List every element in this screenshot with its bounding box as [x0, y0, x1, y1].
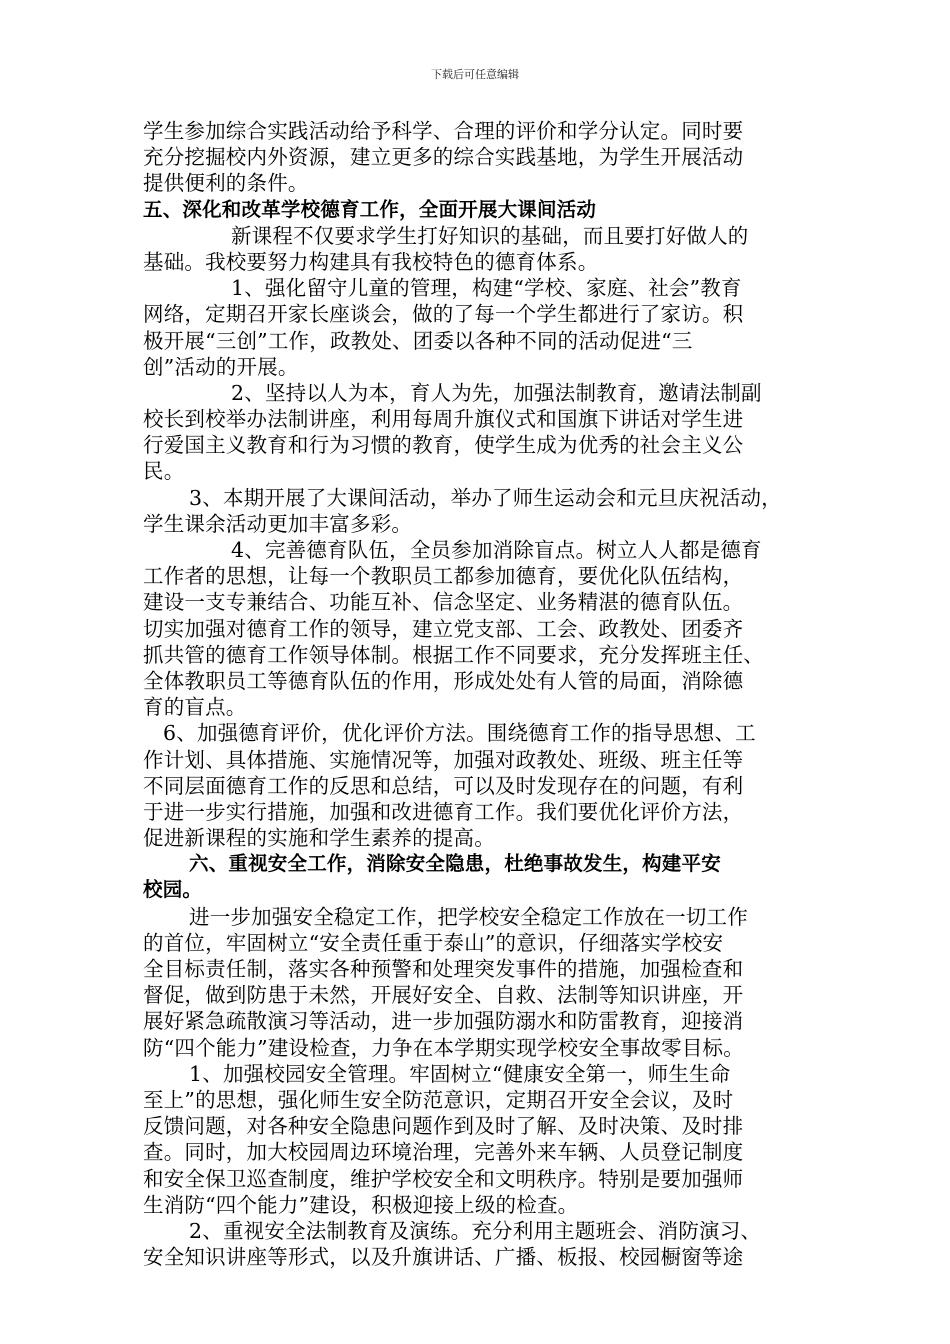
paragraph-line: 基础。我校要努力构建具有我校特色的德育体系。	[143, 249, 599, 274]
paragraph-line: 全目标责任制，落实各种预警和处理突发事件的措施，加强检查和	[143, 957, 744, 981]
paragraph-line: 校长到校举办法制讲座，利用每周升旗仪式和国旗下讲话对学生进	[143, 407, 744, 432]
paragraph-line: 展好紧急疏散演习等活动，进一步加强防溺水和防雷教育，迎接消	[143, 1009, 744, 1034]
paragraph-line: 进一步加强安全稳定工作，把学校安全稳定工作放在一切工作	[189, 904, 748, 929]
paragraph-line: 民。	[143, 459, 185, 484]
paragraph-line: 充分挖掘校内外资源，建立更多的综合实践基地，为学生开展活动	[143, 145, 744, 170]
paragraph-line: 2、重视安全法制教育及演练。充分利用主题班会、消防演习、	[189, 1218, 762, 1243]
paragraph-line: 3、本期开展了大课间活动，举办了师生运动会和元旦庆祝活动，	[189, 485, 782, 510]
paragraph-line: 切实加强对德育工作的领导，建立党支部、工会、政教处、团委齐	[143, 616, 744, 641]
paragraph-line: 查。同时，加大校园周边环境治理，完善外来车辆、人员登记制度	[143, 1140, 744, 1165]
paragraph-line: 1、加强校园安全管理。牢固树立“健康安全第一，师生生命	[189, 1061, 731, 1086]
paragraph-line: 学生课余活动更加丰富多彩。	[143, 511, 413, 536]
paragraph-line: 不同层面德育工作的反思和总结，可以及时发现存在的问题，有利	[143, 773, 744, 798]
paragraph-line: 建设一支专兼结合、功能互补、信念坚定、业务精湛的德育队伍。	[143, 590, 744, 615]
paragraph-line: 工作者的思想，让每一个教职员工都参加德育，要优化队伍结构，	[143, 564, 744, 589]
paragraph-line: 促进新课程的实施和学生素养的提高。	[143, 826, 495, 851]
paragraph-line: 育的盲点。	[143, 695, 247, 720]
paragraph-line: 行爱国主义教育和行为习惯的教育，使学生成为优秀的社会主义公	[143, 433, 744, 458]
paragraph-line: 安全知识讲座等形式，以及升旗讲话、广播、板报、校园橱窗等途	[143, 1245, 744, 1270]
paragraph-line: 2、坚持以人为本，育人为先，加强法制教育，邀请法制副	[231, 380, 762, 405]
paragraph-line: 网络，定期召开家长座谈会，做的了每一个学生都进行了家访。积	[143, 302, 744, 327]
paragraph-line: 1、强化留守儿童的管理，构建“学校、家庭、社会”教育	[231, 276, 742, 301]
paragraph-line: 学生参加综合实践活动给予科学、合理的评价和学分认定。同时要	[143, 119, 744, 143]
paragraph-line: 6、加强德育评价，优化评价方法。围绕德育工作的指导思想、工	[163, 721, 756, 746]
paragraph-line: 极开展“三创”工作，政教处、团委以各种不同的活动促进“三	[143, 328, 693, 353]
paragraph-line: 至上”的思想，强化师生安全防范意识，定期召开安全会议，及时	[143, 1087, 734, 1112]
section-heading-line: 校园。	[143, 878, 203, 902]
document-body	[143, 118, 823, 1270]
paragraph-line: 作计划、具体措施、实施情况等，加强对政教处、班级、班主任等	[143, 747, 744, 772]
paragraph-line: 抓共管的德育工作领导体制。根据工作不同要求，充分发挥班主任、	[143, 642, 764, 667]
paragraph-line: 反馈问题，对各种安全隐患问题作到及时了解、及时决策、及时排	[143, 1114, 744, 1139]
paragraph-line: 的首位，牢固树立“安全责任重于泰山”的意识，仔细落实学校安	[143, 930, 724, 955]
paragraph-line: 4、完善德育队伍，全员参加消除盲点。树立人人都是德育	[231, 538, 762, 562]
paragraph-line: 督促，做到防患于未然，开展好安全、自救、法制等知识讲座，开	[143, 983, 744, 1008]
paragraph-line: 全体教职员工等德育队伍的作用，形成处处有人管的局面，消除德	[143, 668, 744, 693]
paragraph-line: 生消防“四个能力”建设，积极迎接上级的检查。	[143, 1192, 579, 1217]
paragraph-line: 提供便利的条件。	[143, 171, 309, 196]
paragraph-line: 防“四个能力”建设检查，力争在本学期实现学校安全事故零目标。	[143, 1035, 744, 1060]
paragraph-line: 新课程不仅要求学生打好知识的基础，而且要打好做人的	[231, 223, 749, 248]
section-heading-line: 六、重视安全工作，消除安全隐患，杜绝事故发生，构建平安	[189, 852, 721, 876]
section-heading-line: 五、深化和改革学校德育工作，全面开展大课间活动	[143, 197, 597, 221]
page-header: 下载后可任意编辑	[431, 68, 519, 81]
paragraph-line: 和安全保卫巡查制度，维护学校安全和文明秩序。特别是要加强师	[143, 1166, 744, 1191]
paragraph-line: 创”活动的开展。	[143, 354, 299, 379]
paragraph-line: 于进一步实行措施，加强和改进德育工作。我们要优化评价方法，	[143, 799, 744, 824]
